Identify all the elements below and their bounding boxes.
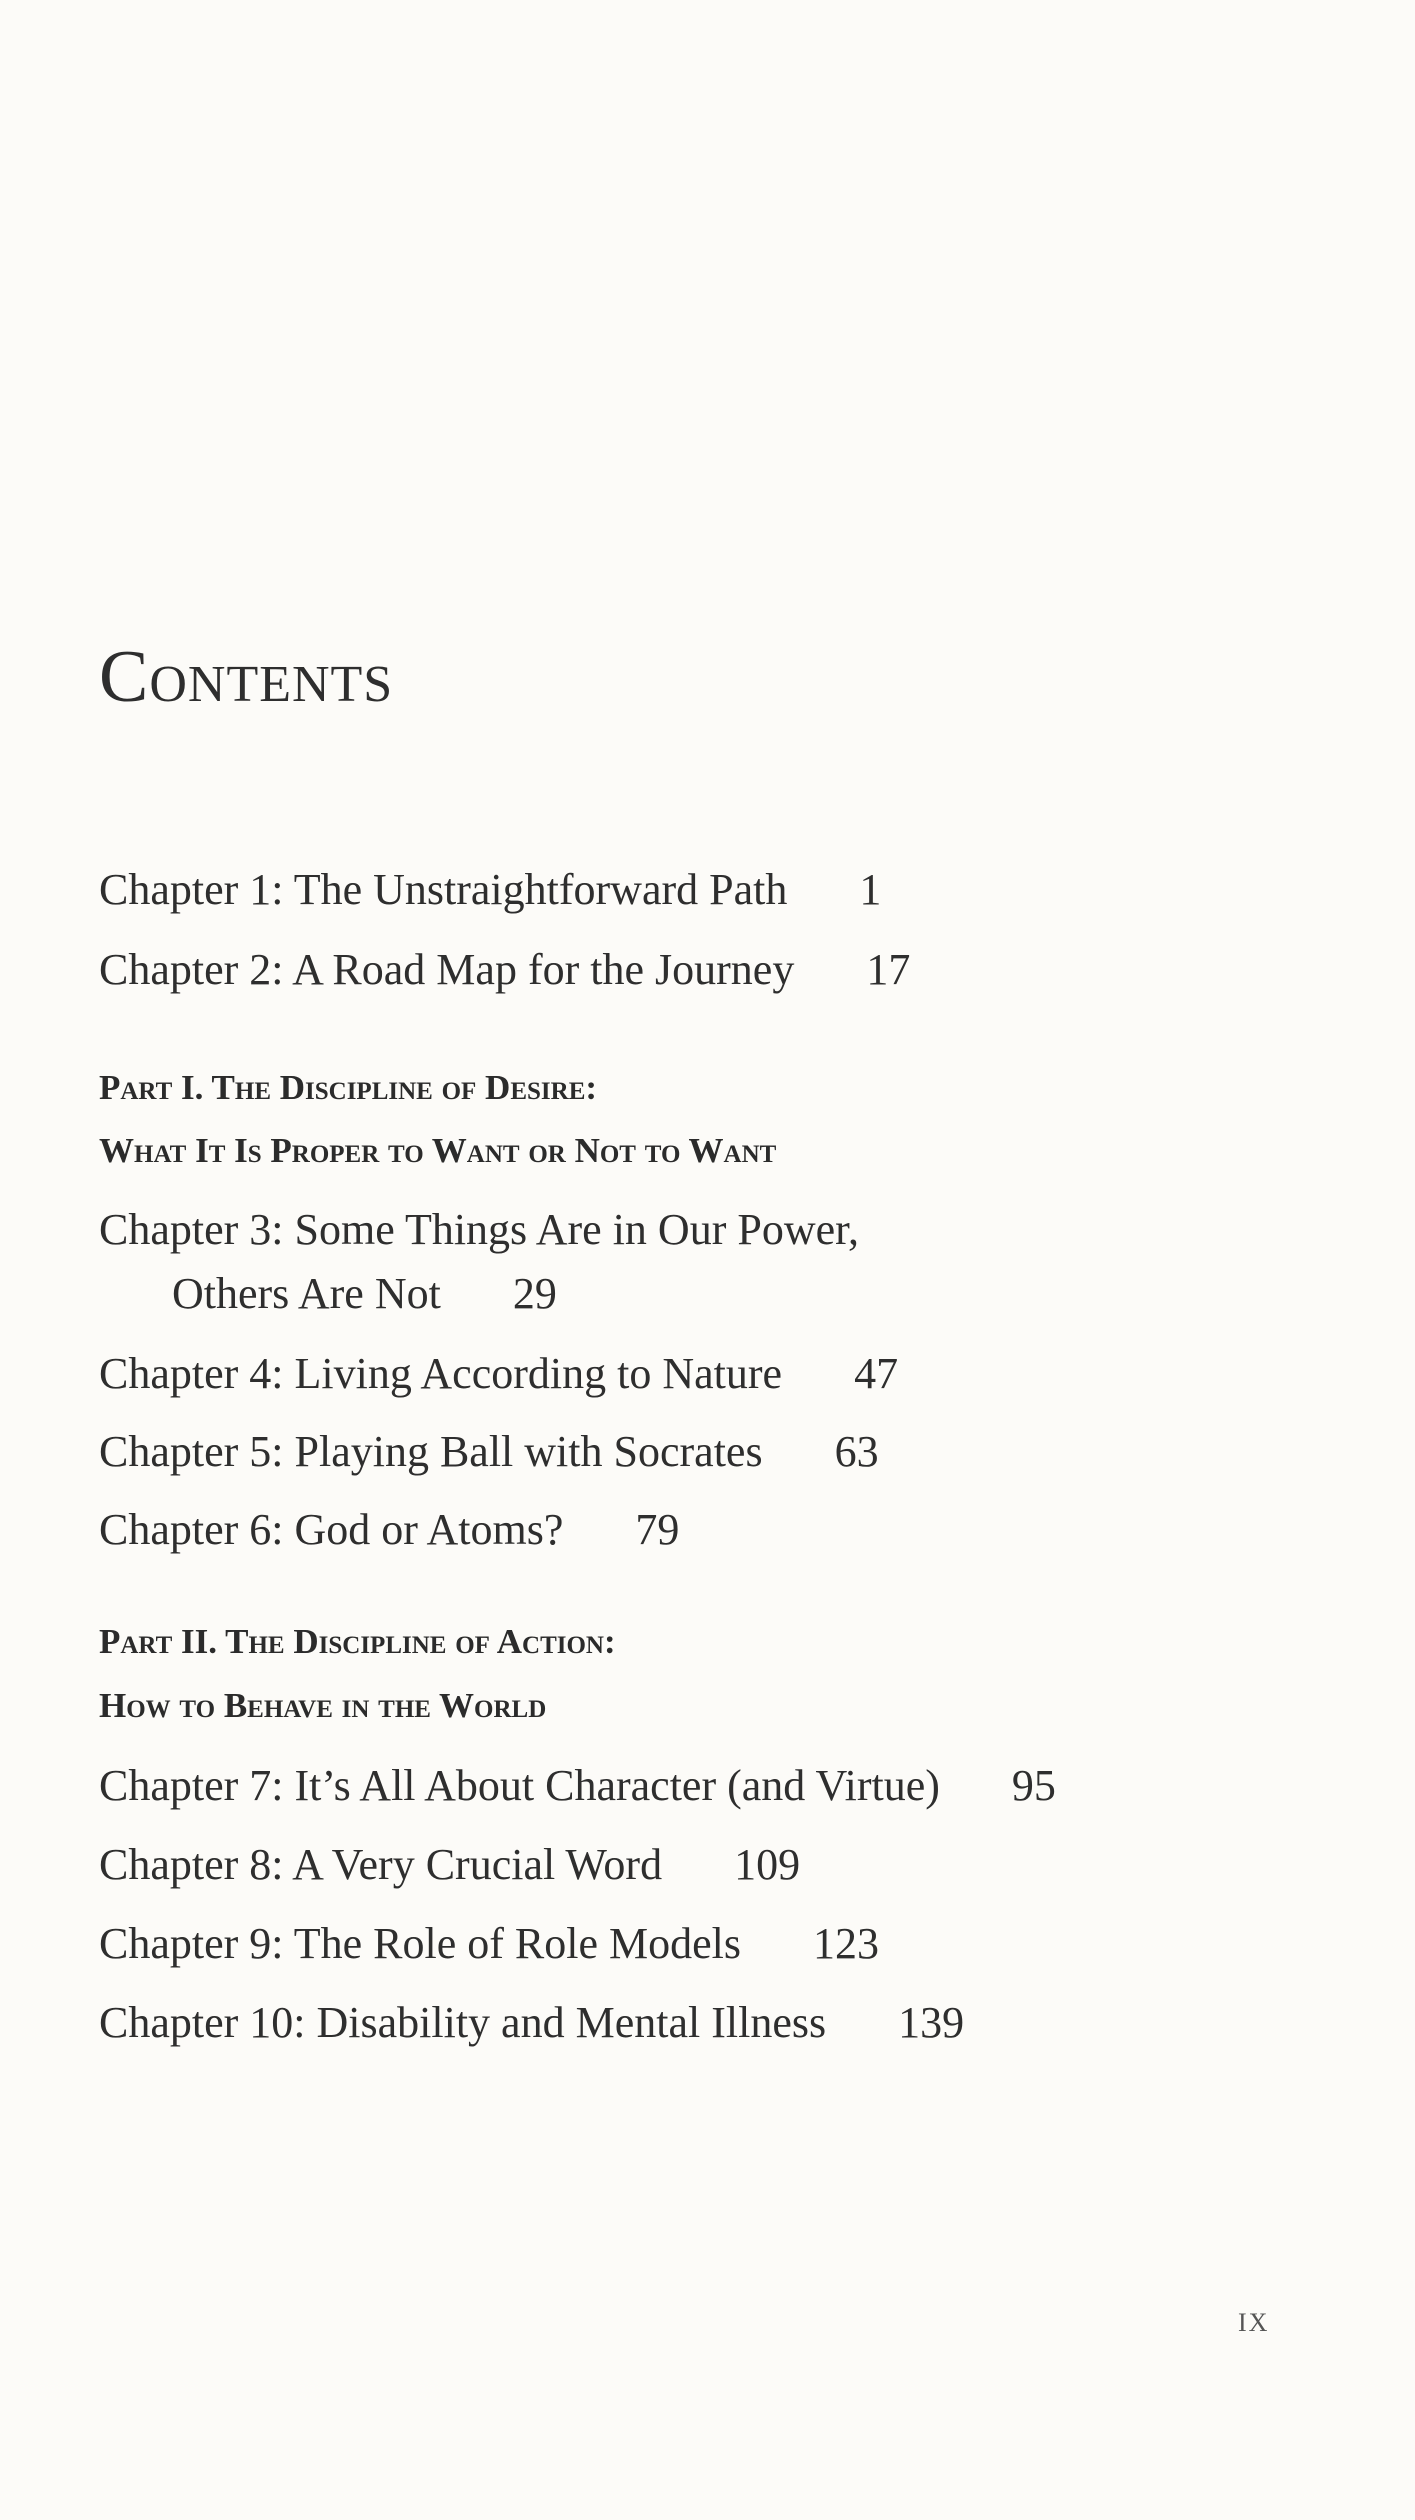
toc-entry-label-cont: Others Are Not — [172, 1269, 441, 1318]
toc-entry-label: Chapter 1: The Unstraightforward Path — [99, 865, 788, 914]
toc-entry-label: Chapter 5: Playing Ball with Socrates — [99, 1427, 763, 1476]
toc-entry-chapter-8 — [99, 1840, 801, 1889]
toc-entry-page: 29 — [512, 1269, 557, 1318]
toc-entry-page: 79 — [635, 1505, 680, 1554]
toc-entry-label: Chapter 8: A Very Crucial Word — [99, 1840, 663, 1889]
toc-entry-page: 1 — [859, 865, 882, 914]
toc-entry-label: Chapter 6: God or Atoms? — [99, 1505, 564, 1554]
toc-entry-page: 123 — [812, 1919, 879, 1968]
toc-entry-page: 63 — [834, 1427, 879, 1476]
toc-entry-page: 95 — [1011, 1761, 1056, 1810]
toc-entry-chapter-7 — [99, 1761, 1056, 1810]
toc-entry-page: 139 — [898, 1998, 965, 2047]
toc-entry-chapter-5 — [99, 1427, 879, 1476]
part-heading-2-line-1: Part II. The Discipline of Action: — [99, 1622, 616, 1661]
page-number: IX — [1238, 2308, 1270, 2337]
toc-entry-chapter-1 — [99, 865, 882, 914]
toc-entry-page: 109 — [734, 1840, 801, 1889]
toc-entry-page: 47 — [854, 1349, 899, 1398]
part-heading-2-line-2: How to Behave in the World — [99, 1686, 547, 1725]
toc-entry-chapter-2 — [99, 945, 911, 994]
part-heading-1-line-2: What It Is Proper to Want or Not to Want — [99, 1131, 777, 1170]
toc-entry-chapter-4 — [99, 1349, 899, 1398]
toc-entry-chapter-10 — [99, 1998, 965, 2047]
toc-entry-label: Chapter 7: It’s All About Character (and Virtue) — [99, 1761, 940, 1810]
toc-entry-label: Chapter 9: The Role of Role Models — [99, 1919, 741, 1968]
toc-entry-label: Chapter 10: Disability and Mental Illness — [99, 1998, 827, 2047]
page-title: Contents — [99, 636, 394, 718]
toc-entry-label: Chapter 4: Living According to Nature — [99, 1349, 783, 1398]
toc-entry-chapter-3-cont — [172, 1269, 557, 1318]
toc-entry-label: Chapter 2: A Road Map for the Journey — [99, 945, 795, 994]
toc-entry-page: 17 — [866, 945, 911, 994]
toc-entry-chapter-3 — [99, 1205, 860, 1254]
toc-entry-chapter-6 — [99, 1505, 680, 1554]
part-heading-1-line-1: Part I. The Discipline of Desire: — [99, 1068, 598, 1107]
toc-entry-chapter-9 — [99, 1919, 879, 1968]
toc-entry-label: Chapter 3: Some Things Are in Our Power, — [99, 1205, 860, 1254]
